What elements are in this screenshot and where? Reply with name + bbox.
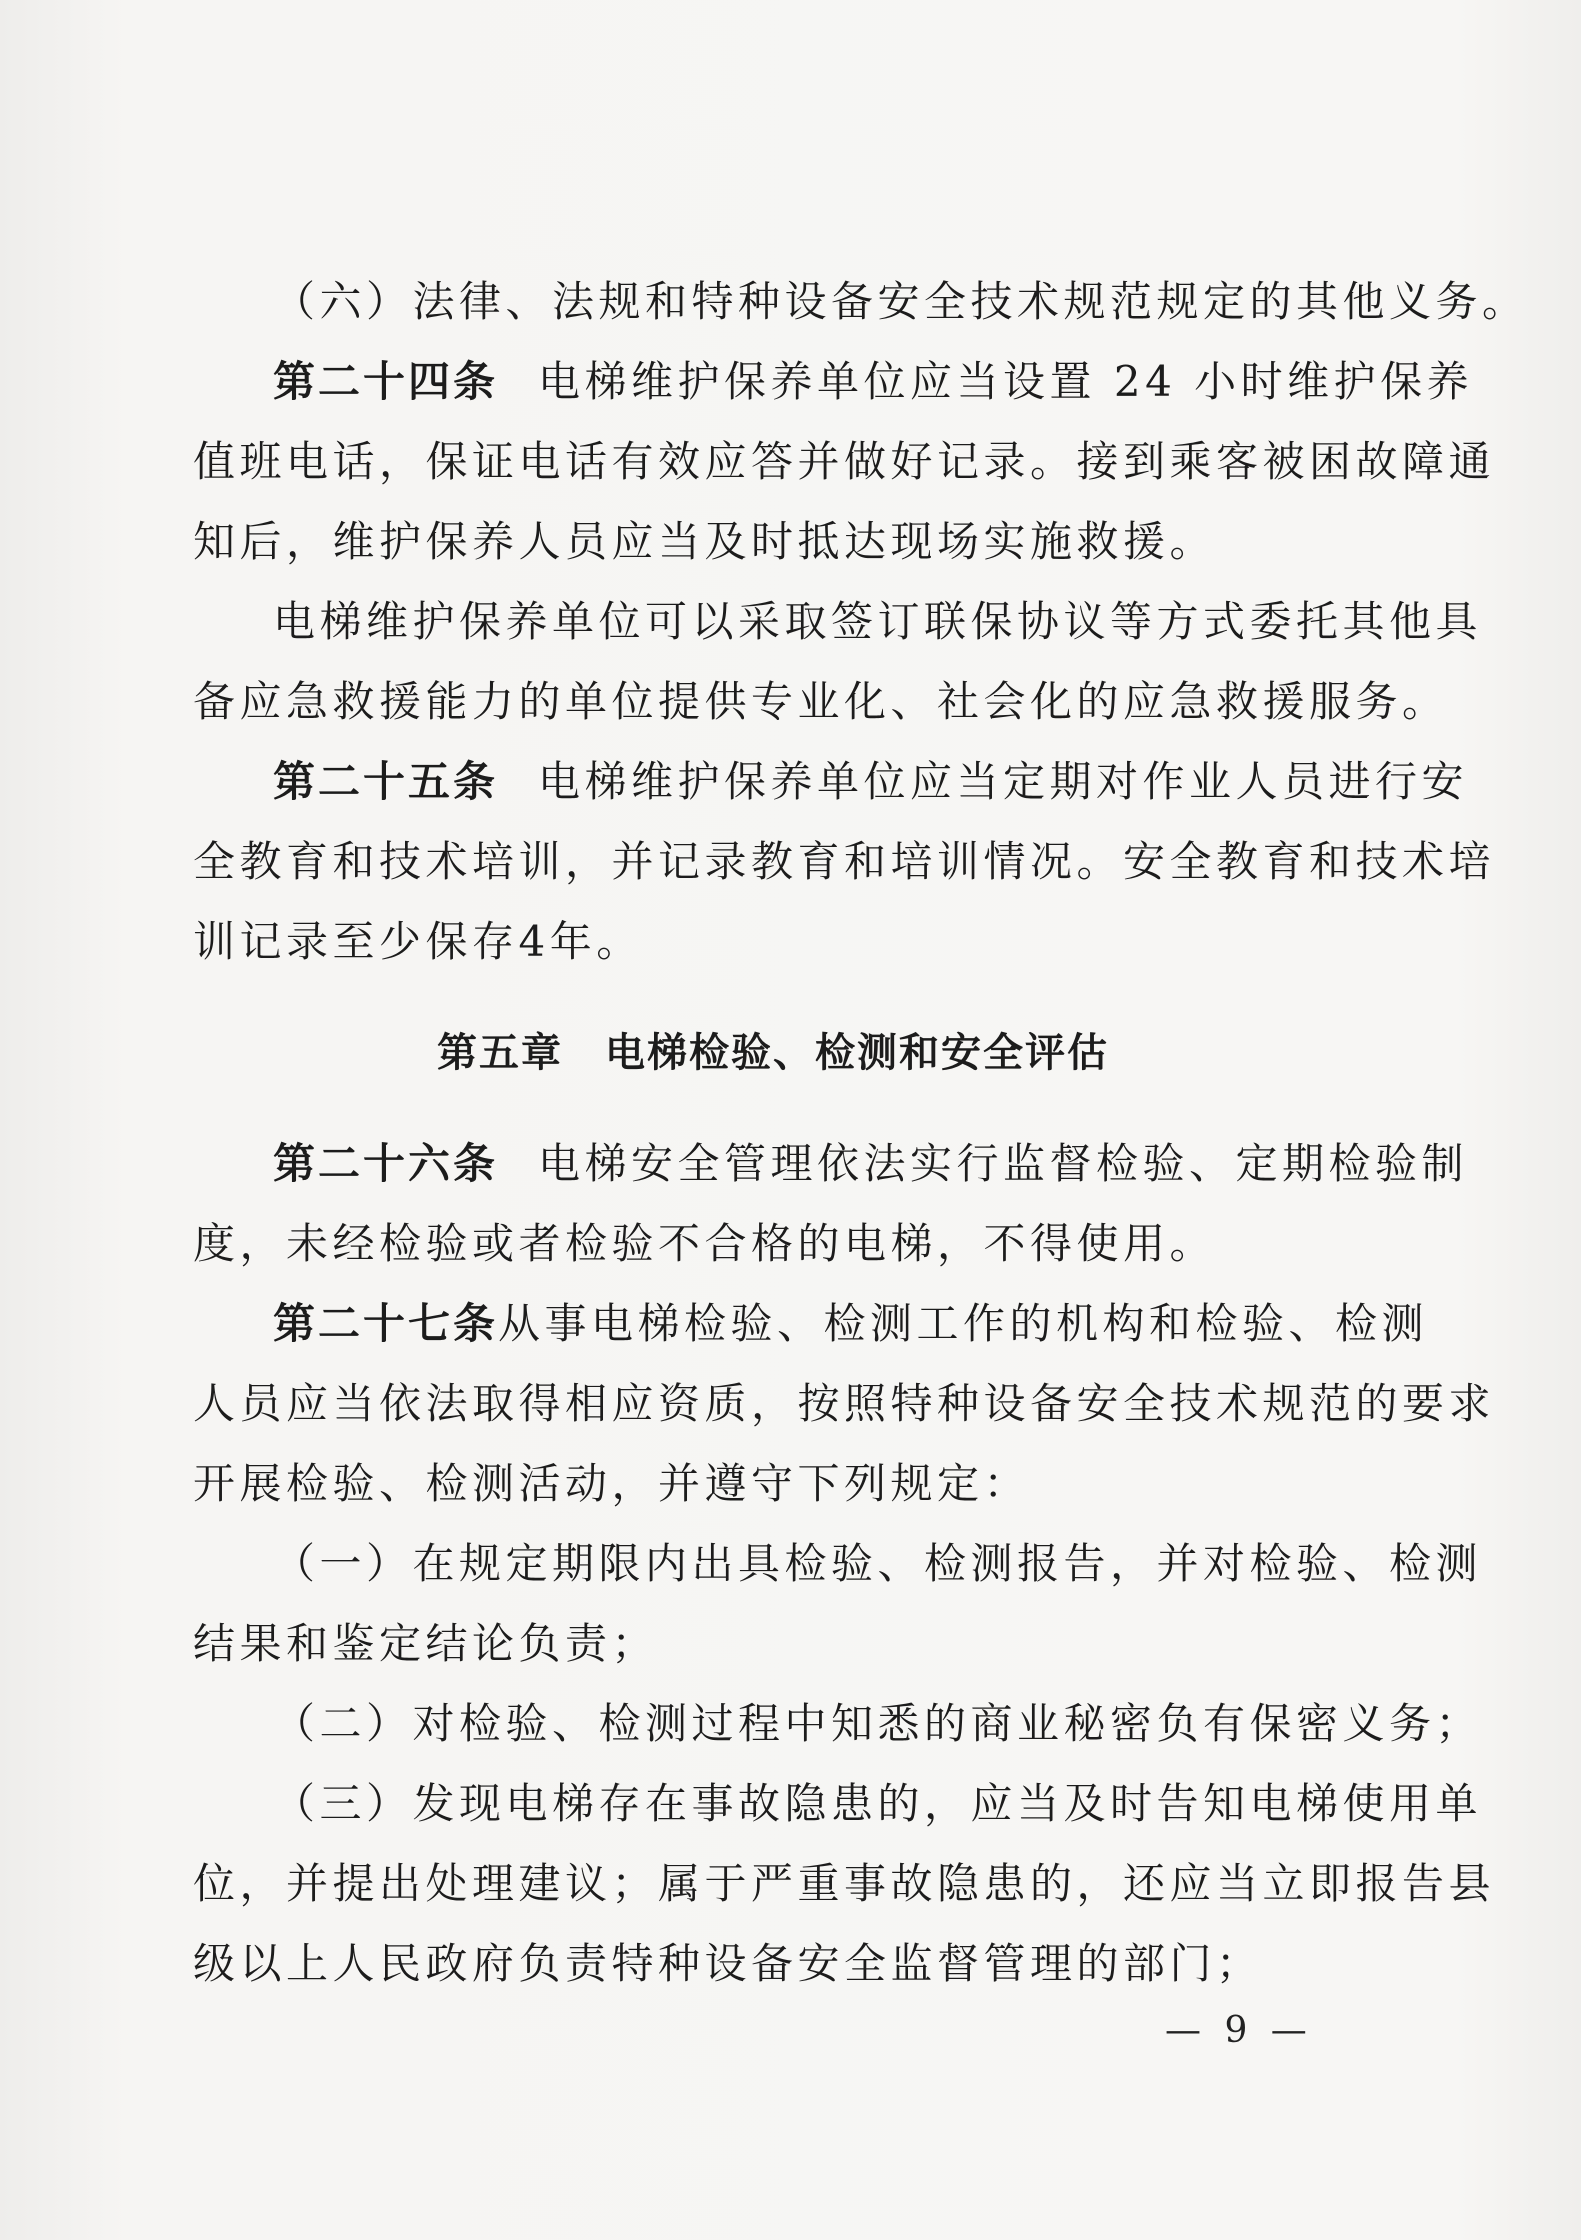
article-26-line-1 — [193, 1124, 1469, 1204]
article-24-text: 电梯维护保养单位应当设置 24 小时维护保养 — [538, 357, 1474, 406]
item-3-line-3: 级以上人民政府负责特种设备安全监督管理的部门； — [193, 1939, 1263, 1988]
item-2-line-1: （二）对检验、检测过程中知悉的商业秘密负有保密义务； — [273, 1699, 1483, 1748]
article-24-title: 第二十四条 — [273, 357, 499, 406]
article-25-line-2: 全教育和技术培训，并记录教育和培训情况。安全教育和技术培 — [193, 837, 1496, 886]
article-27-line-3: 开展检验、检测活动，并遵守下列规定： — [193, 1459, 1031, 1508]
article-24-line-1 — [193, 342, 1474, 422]
article-25-title: 第二十五条 — [273, 757, 499, 806]
item-1-line-2: 结果和鉴定结论负责； — [193, 1619, 659, 1668]
article-25-line-3: 训记录至少保存4年。 — [193, 917, 643, 966]
article-27-title: 第二十七条 — [273, 1299, 499, 1348]
document-body — [193, 262, 1529, 2004]
article-27-text: 从事电梯检验、检测工作的机构和检验、检测 — [498, 1299, 1429, 1348]
article-26-text: 电梯安全管理依法实行监督检验、定期检验制 — [538, 1139, 1469, 1188]
article-24-line-3: 知后，维护保养人员应当及时抵达现场实施救援。 — [193, 517, 1217, 566]
article-26-line-2: 度，未经检验或者检验不合格的电梯，不得使用。 — [193, 1219, 1217, 1268]
article-25-text: 电梯维护保养单位应当定期对作业人员进行安 — [538, 757, 1469, 806]
item-3-line-1: （三）发现电梯存在事故隐患的，应当及时告知电梯使用单 — [273, 1779, 1483, 1828]
item-3-line-2: 位，并提出处理建议；属于严重事故隐患的，还应当立即报告县 — [193, 1859, 1496, 1908]
article-25-line-1 — [193, 742, 1469, 822]
article-24-line-2: 值班电话，保证电话有效应答并做好记录。接到乘客被困故障通 — [193, 437, 1496, 486]
page-number: — 9 — — [1165, 2010, 1313, 2051]
article-24-para2-line-1: 电梯维护保养单位可以采取签订联保协议等方式委托其他具 — [273, 597, 1483, 646]
article-24-para2-line-2: 备应急救援能力的单位提供专业化、社会化的应急救援服务。 — [193, 677, 1449, 726]
article-27-line-1 — [193, 1284, 1429, 1364]
paragraph-item-6: （六）法律、法规和特种设备安全技术规范规定的其他义务。 — [273, 277, 1529, 326]
item-1-line-1: （一）在规定期限内出具检验、检测报告，并对检验、检测 — [273, 1539, 1483, 1588]
article-26-title: 第二十六条 — [273, 1139, 499, 1188]
chapter-heading: 第五章 电梯检验、检测和安全评估 — [437, 1030, 1109, 1076]
article-27-line-2: 人员应当依法取得相应资质，按照特种设备安全技术规范的要求 — [193, 1379, 1496, 1428]
